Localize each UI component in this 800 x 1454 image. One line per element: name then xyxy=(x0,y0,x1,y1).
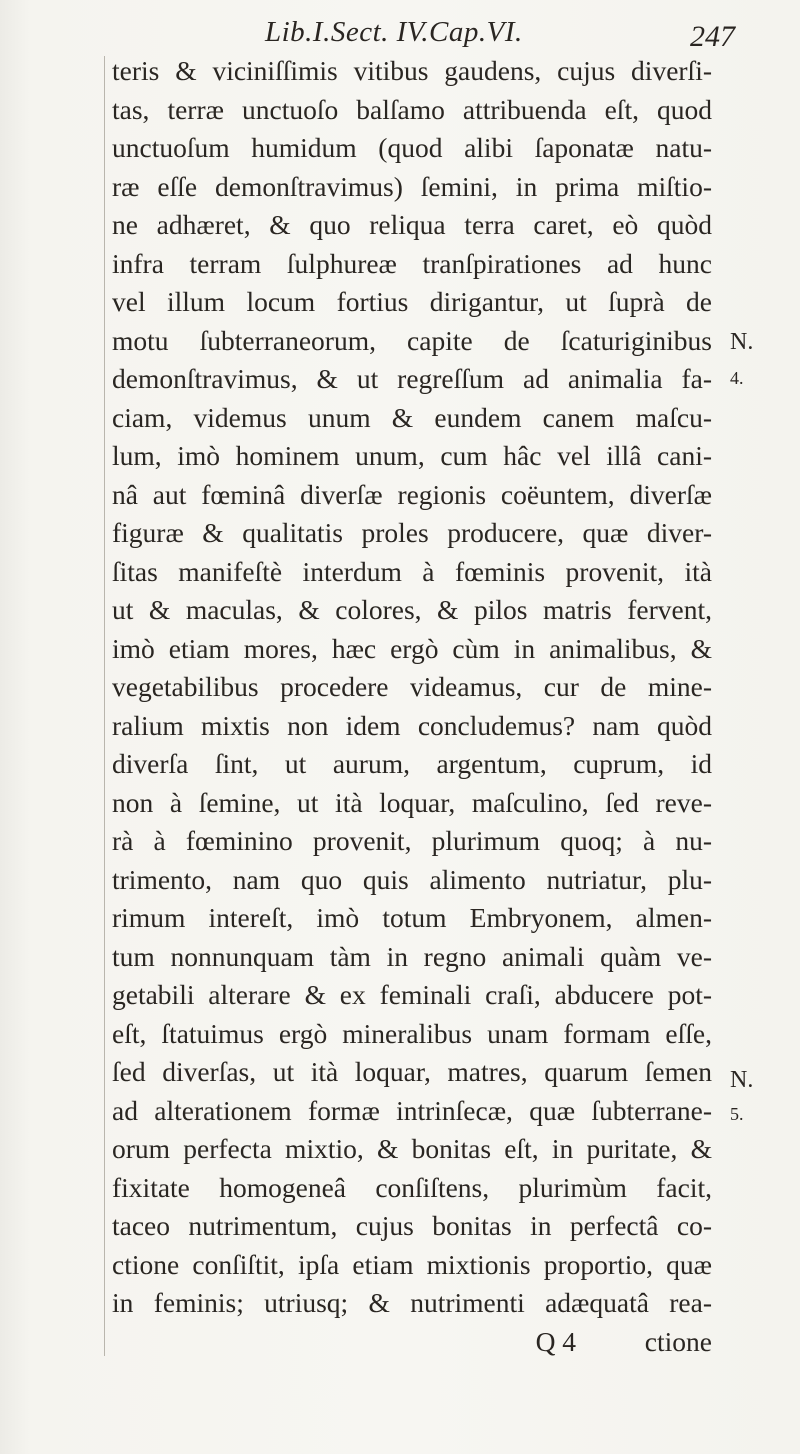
text-line: unctuoſum humidum (quod alibi ſaponatæ natu- xyxy=(112,132,712,163)
text-line: in feminis; utriusq; & nutrimenti adæquatâ rea- xyxy=(112,1287,712,1318)
text-line: tas, terræ unctuoſo balſamo attribuenda eſt, quod xyxy=(112,93,712,125)
text-line: taceo nutrimentum, cujus bonitas in perfectâ co- xyxy=(112,1210,712,1241)
text-line: ralium mixtis non idem concludemus? nam quòd xyxy=(112,709,712,741)
text-line: diverſa ſint, ut aurum, argentum, cuprum, id xyxy=(112,748,712,779)
text-line: motu ſubterraneorum, capite de ſcaturiginibus xyxy=(112,324,712,356)
text-line: tum nonnunquam tàm in regno animali quàm ve- xyxy=(112,940,712,972)
text-line: rà à fœminino provenit, plurimum quoq; à nu- xyxy=(112,825,712,856)
text-line: figuræ & qualitatis proles producere, quæ diver- xyxy=(112,517,712,548)
text-line: ad alterationem formæ intrinſecæ, quæ ſubterrane- xyxy=(112,1094,712,1126)
margin-note-label: N. xyxy=(730,1067,754,1093)
text-line: vegetabilibus procedere videamus, cur de mine- xyxy=(112,671,712,702)
text-line: ſitas manifeſtè interdum à fœminis provenit, ità xyxy=(112,555,712,587)
margin-note xyxy=(730,330,753,390)
running-head: Lib.I.Sect. IV.Cap.VI. xyxy=(265,16,523,48)
text-line: ctione conſiſtit, ipſa etiam mixtionis proportio, quæ xyxy=(112,1248,712,1280)
margin-note-number: 5. xyxy=(730,1104,744,1124)
text-line: rimum intereſt, imò totum Embryonem, almen- xyxy=(112,902,712,933)
text-line: demonſtravimus, & ut regreſſum ad animalia fa- xyxy=(112,363,712,394)
text-line: fixitate homogeneâ conſiſtens, plurimùm facit, xyxy=(112,1171,712,1203)
text-line: ne adhæret, & quo reliqua terra caret, eò quòd xyxy=(112,209,712,240)
text-line: lum, imò hominem unum, cum hâc vel illâ cani- xyxy=(112,440,712,471)
body-text xyxy=(112,52,712,1361)
text-line: eſt, ſtatuimus ergò mineralibus unam formam eſſe, xyxy=(112,1017,712,1049)
text-line: ſed diverſas, ut ità loquar, matres, quarum ſemen xyxy=(112,1056,712,1087)
text-line: non à ſemine, ut ità loquar, maſculino, ſed reve- xyxy=(112,786,712,818)
text-line: vel illum locum fortius dirigantur, ut ſuprà de xyxy=(112,286,712,317)
margin-rule xyxy=(104,56,105,1356)
signature-catchword-line: Q 4 ctione xyxy=(535,1325,712,1357)
margin-note-label: N. xyxy=(730,329,754,355)
margin-note-number: 4. xyxy=(730,368,744,388)
text-line: ræ eſſe demonſtravimus) ſemini, in prima miſtio- xyxy=(112,170,712,202)
text-line: teris & viciniſſimis vitibus gaudens, cujus diverſi- xyxy=(112,55,712,86)
text-line: ciam, videmus unum & eundem canem maſcu- xyxy=(112,401,712,433)
text-line: infra terram ſulphureæ tranſpirationes ad hunc xyxy=(112,247,712,279)
page-header xyxy=(0,6,800,53)
page-number: 247 xyxy=(690,20,735,53)
text-line: imò etiam mores, hæc ergò cùm in animalibus, & xyxy=(112,632,712,664)
text-line: trimento, nam quo quis alimento nutriatur, plu- xyxy=(112,863,712,895)
margin-note xyxy=(730,1068,753,1126)
text-line: nâ aut fœminâ diverſæ regionis coëuntem, diverſæ xyxy=(112,478,712,510)
text-line: ut & maculas, & colores, & pilos matris fervent, xyxy=(112,594,712,625)
text-line: getabili alterare & ex feminali craſi, abducere pot- xyxy=(112,979,712,1010)
text-line: orum perfecta mixtio, & bonitas eſt, in puritate, & xyxy=(112,1133,712,1164)
